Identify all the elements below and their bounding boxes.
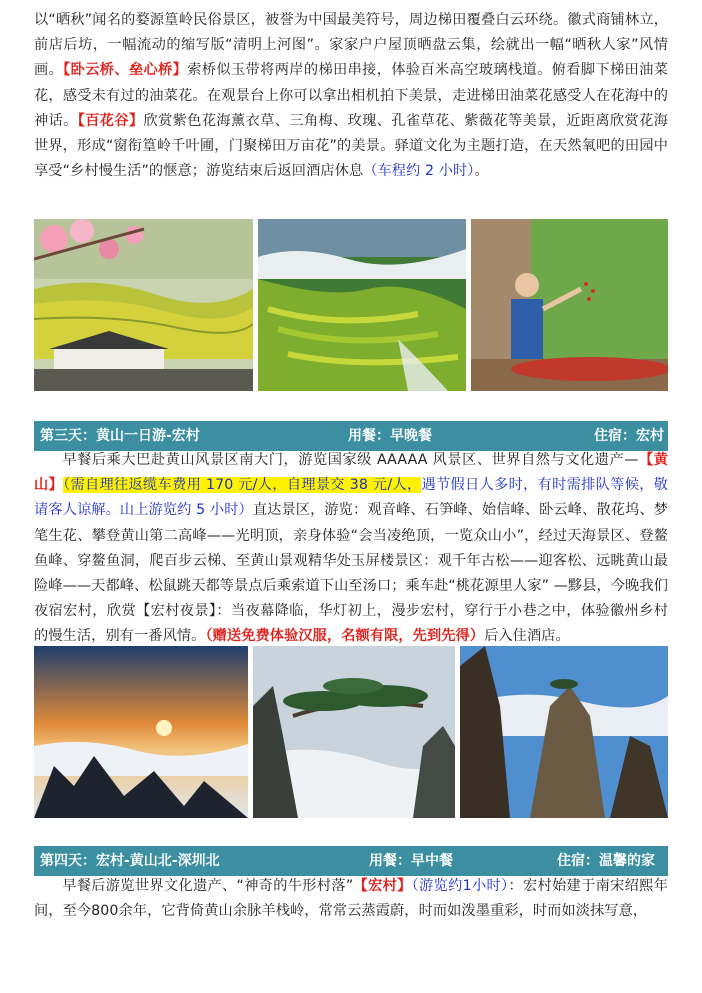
- day3-stay: 住宿：宏村: [594, 428, 664, 444]
- day3-queue-note: 遇节假日人多时，有时需排队等候，敬请客人谅解。山上游览约 5 小时）: [34, 477, 669, 519]
- intro-text-2: 索桥似玉带将两岸的梯田串接，体验百米高空玻璃栈道。俯看脚下梯田油菜花，感受未有过的油菜花。在观景台上你可以拿出相机拍下美景，走进梯田油菜花感受人在花海中的神话。: [34, 62, 668, 129]
- woman-drying-peppers-photo: [471, 219, 668, 391]
- day3-paragraph: [34, 448, 668, 650]
- day3-title: 第三天：黄山一日游-宏村: [40, 428, 200, 444]
- intro-drive-time: （车程约 2 小时）: [363, 163, 475, 180]
- day3-huangshan: 【黄山】: [34, 452, 668, 494]
- peach-blossom-village-photo: [34, 219, 253, 391]
- intro-text-1: 以“晒秋”闻名的婺源篁岭民俗景区，被誉为中国最美符号，周边梯田覆叠白云环绕。徽式商铺林立，前店后坊，一幅流动的缩写版“清明上河图”。家家户户屋顶晒盘云集，绘就出一幅“晒秋人家”风情画。: [34, 12, 668, 79]
- day4-paragraph: [34, 874, 668, 924]
- day3-hanfu-gift: （赠送免费体验汉服，名额有限，先到先得）: [205, 628, 485, 645]
- day4-text-2: ：宏村始建于南宋绍熙年间，至今800余年，它背倚黄山余脉羊栈岭，常常云蒸霞蔚，时而如泼墨重彩，时而如淡抹写意，: [34, 878, 668, 920]
- intro-highlight-garden: 【百花谷】: [77, 112, 144, 129]
- day4-stay: 住宿：温馨的家: [557, 853, 655, 869]
- intro-highlight-bridge: 【卧云桥、垒心桥】: [63, 62, 188, 79]
- huangshan-peak-photo: [460, 646, 668, 818]
- day3-text-1: 早餐后乘大巴赴黄山风景区南大门，游览国家级 AAAAA 风景区、世界自然与文化遗产—: [62, 452, 639, 468]
- day3-header-bar: [34, 421, 668, 451]
- day4-hongcun: 【宏村】: [353, 878, 412, 894]
- day4-visit-time: （游览约1小时）: [411, 878, 509, 894]
- day4-header-bar: [34, 846, 668, 876]
- intro-paragraph: [34, 8, 668, 184]
- day3-text-2: 直达景区，游览：观音峰、石笋峰、始信峰、卧云峰、散花坞、梦笔生花、攀登黄山第二高峰——光明顶，亲身体验“会当凌绝顶，一览众山小”，经过天海景区、登鳌鱼峰、穿鳌鱼洞，爬百步云梯、至黄山景观精华处玉屏楼景区：观千年古松——迎客松、远眺黄山最险峰——天都峰、松鼠跳天都等景点后乘索道下山至汤口；乘车赴“桃花源里人家” —黟县，今晚我们夜宿宏村，欣赏【宏村夜景】：当夜幕降临，华灯初上，漫步宏村，穿行于小巷之中，体验徽州乡村的慢生活，别有一番风情。: [34, 502, 668, 645]
- terraced-fields-aerial-photo: [258, 219, 466, 391]
- pine-tree-cliff-photo: [253, 646, 455, 818]
- day3-meal: 用餐：早晚餐: [348, 428, 432, 444]
- intro-text-3: 欣赏紫色花海薰衣草、三角梅、玫瑰、孔雀草花、紫薇花等美景，近距离欣赏花海世界，形成“窗衔篁岭千叶圃，门聚梯田万亩花”的美景。驿道文化为主题打造，在天然氧吧的田园中享受“乡村慢生活”的惬意；游览结束后返回酒店休息: [34, 112, 668, 180]
- day4-title: 第四天：宏村-黄山北-深圳北: [40, 853, 220, 869]
- day4-text-1: 早餐后游览世界文化遗产、“神奇的牛形村落”: [62, 878, 354, 894]
- sunset-sea-of-clouds-photo: [34, 646, 248, 818]
- day3-cable-car-fee: （需自理往返缆车费用 170 元/人，自理景交 38 元/人，: [63, 477, 422, 494]
- day4-meal: 用餐：早中餐: [369, 853, 453, 869]
- intro-text-end: 。: [474, 163, 489, 180]
- day3-text-end: 后入住酒店。: [484, 628, 570, 645]
